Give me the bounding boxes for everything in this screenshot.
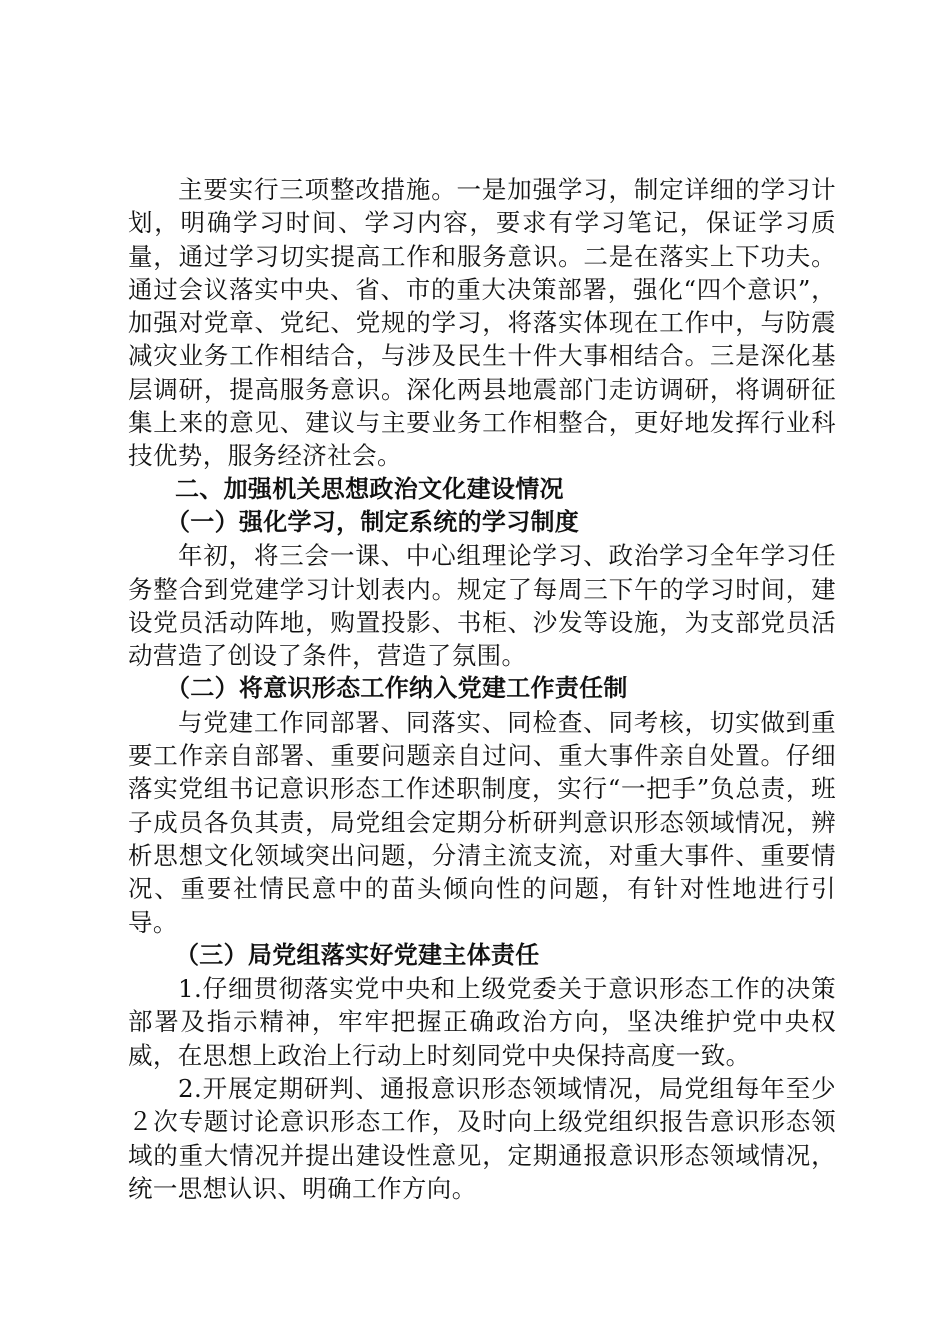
paragraph-rectification-measures: 主要实行三项整改措施。一是加强学习，制定详细的学习计划，明确学习时间、学习内容，要求有学习笔记，保证学习质量，通过学习切实提高工作和服务意识。二是在落实上下功夫。通过会议落实中央、省、市的重大决策部署，强化“四个意识”，加强对党章、党纪、党规的学习，将落实体现在工作中，与防震减灾业务工作相结合，与涉及民生十件大事相结合。三是深化基层调研，提高服务意识。深化两县地震部门走访调研，将调研征集上来的意见、建议与主要业务工作相整合，更好地发挥行业科技优势，服务经济社会。: [128, 175, 836, 471]
document-body: [128, 173, 836, 1205]
paragraph-item-1: 1.仔细贯彻落实党中央和上级党委关于意识形态工作的决策部署及指示精神，牢牢把握正确政治方向，坚决维护党中央权威，在思想上政治上行动上时刻同党中央保持高度一致。: [128, 974, 836, 1070]
paragraph-study-plan: 年初，将三会一课、中心组理论学习、政治学习全年学习任务整合到党建学习计划表内。规定了每周三下午的学习时间，建设党员活动阵地，购置投影、书柜、沙发等设施，为支部党员活动营造了创设了条件，营造了氛围。: [128, 541, 836, 671]
section-heading-2: 二、加强机关思想政治文化建设情况: [175, 474, 564, 503]
paragraph-item-2: 2.开展定期研判、通报意识形态领域情况，局党组每年至少２次专题讨论意识形态工作，及时向上级党组织报告意识形态领域的重大情况并提出建设性意见，定期通报意识形态领域情况，统一思想认识、明确工作方向。: [128, 1074, 836, 1203]
paragraph-ideology-responsibility: 与党建工作同部署、同落实、同检查、同考核，切实做到重要工作亲自部署、重要问题亲自过问、重大事件亲自处置。仔细落实党组书记意识形态工作述职制度，实行“一把手”负总责，班子成员各负其责，局党组会定期分析研判意识形态领域情况，辨析思想文化领域突出问题，分清主流支流，对重大事件、重要情况、重要社情民意中的苗头倾向性的问题，有针对性地进行引导。: [128, 707, 836, 937]
subheading-2: （二）将意识形态工作纳入党建工作责任制: [166, 674, 628, 703]
subheading-1: （一）强化学习，制定系统的学习制度: [166, 507, 580, 536]
subheading-3: （三）局党组落实好党建主体责任: [175, 940, 540, 969]
